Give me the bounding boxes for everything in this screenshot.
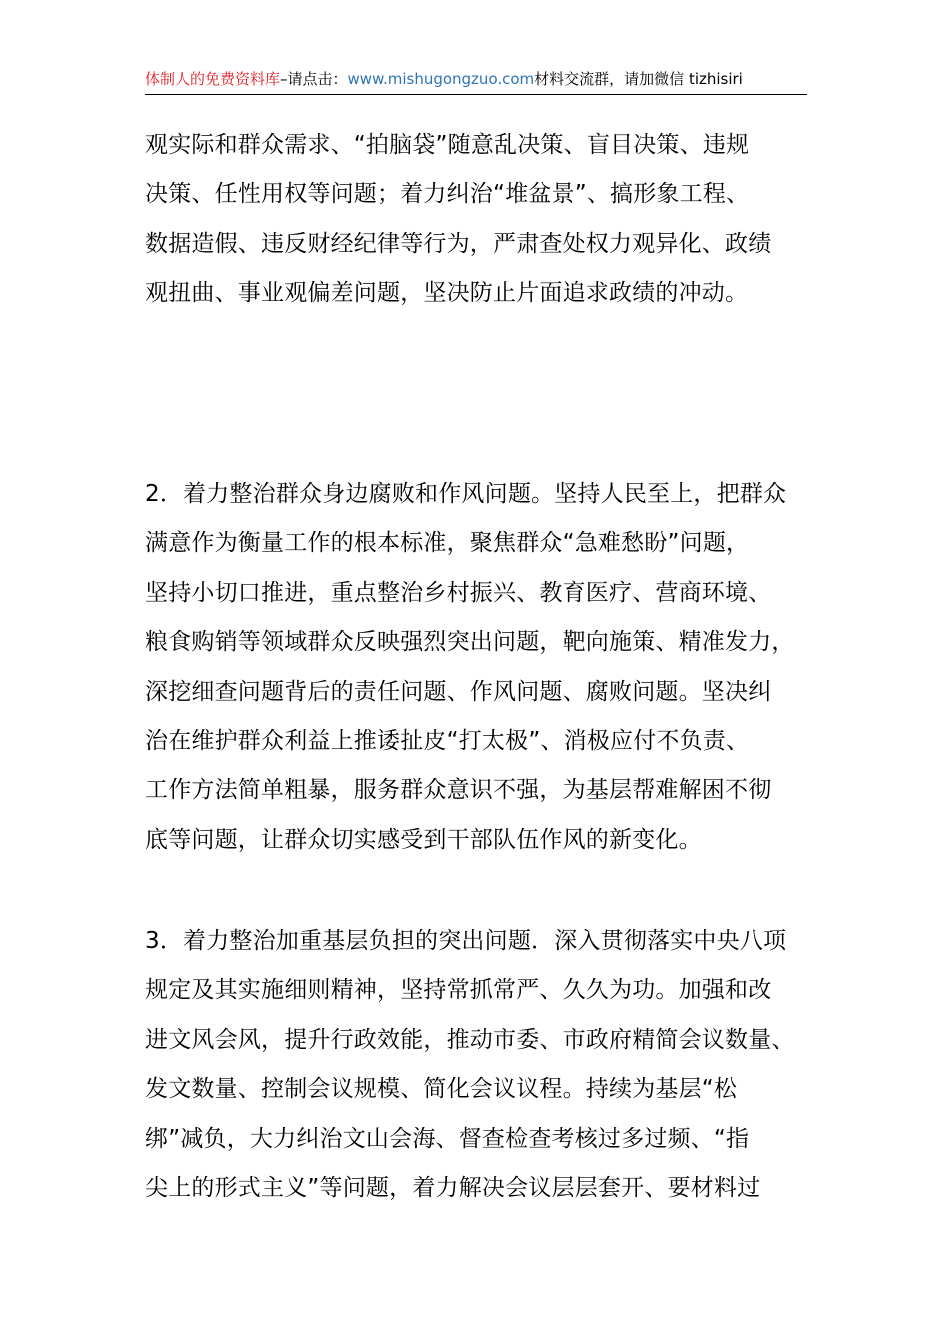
text-line: 数据造假、违反财经纪律等行为，严肃查处权力观异化、政绩 <box>145 230 772 257</box>
text-line: 工作方法简单粗暴，服务群众意识不强，为基层帮难解困不彻 <box>145 777 772 804</box>
text-line: 规定及其实施细则精神，坚持常抓常严、久久为功。加强和改 <box>145 977 772 1004</box>
header-prefix: –请点击： <box>280 70 348 88</box>
header-contact: 材料交流群，请加微信 tizhisiri <box>534 70 743 88</box>
text-line: 治在维护群众利益上推诿扯皮“打太极”、消极应付不负责、 <box>145 727 750 754</box>
paragraph-1 <box>145 121 810 319</box>
header-brand[interactable]: 体制人的免费资料库 <box>145 70 281 88</box>
text-line: 粮食购销等领域群众反映强烈突出问题，靶向施策、精准发力， <box>145 629 795 656</box>
text-line: 3．着力整治加重基层负担的突出问题．深入贯彻落实中央八项 <box>145 928 787 954</box>
text-line: 2．着力整治群众身边腐败和作风问题。坚持人民至上，把群众 <box>145 481 787 507</box>
text-line: 决策、任性用权等问题；着力纠治“堆盆景”、搞形象工程、 <box>145 181 750 208</box>
paragraph-3 <box>145 917 810 1213</box>
text-line: 底等问题，让群众切实感受到干部队伍作风的新变化。 <box>145 826 702 853</box>
text-line: 绑”减负，大力纠治文山会海、督查检查考核过多过频、“指 <box>145 1125 750 1152</box>
page-header <box>145 66 807 95</box>
text-line: 坚持小切口推进，重点整治乡村振兴、教育医疗、营商环境、 <box>145 579 772 606</box>
text-line: 深挖细查问题背后的责任问题、作风问题、腐败问题。坚决纠 <box>145 678 772 705</box>
text-line: 尖上的形式主义”等问题，着力解决会议层层套开、要材料过 <box>145 1174 761 1201</box>
text-line: 满意作为衡量工作的根本标准，聚焦群众“急难愁盼”问题， <box>145 530 750 557</box>
paragraph-2 <box>145 470 810 865</box>
header-url-link[interactable]: www.mishugongzuo.com <box>347 70 535 88</box>
text-line: 观实际和群众需求、“拍脑袋”随意乱决策、盲目决策、违规 <box>145 132 750 158</box>
text-line: 发文数量、控制会议规模、简化会议议程。持续为基层“松 <box>145 1076 738 1103</box>
text-line: 观扭曲、事业观偏差问题，坚决防止片面追求政绩的冲动。 <box>145 280 749 307</box>
text-line: 进文风会风，提升行政效能，推动市委、市政府精简会议数量、 <box>145 1026 795 1053</box>
